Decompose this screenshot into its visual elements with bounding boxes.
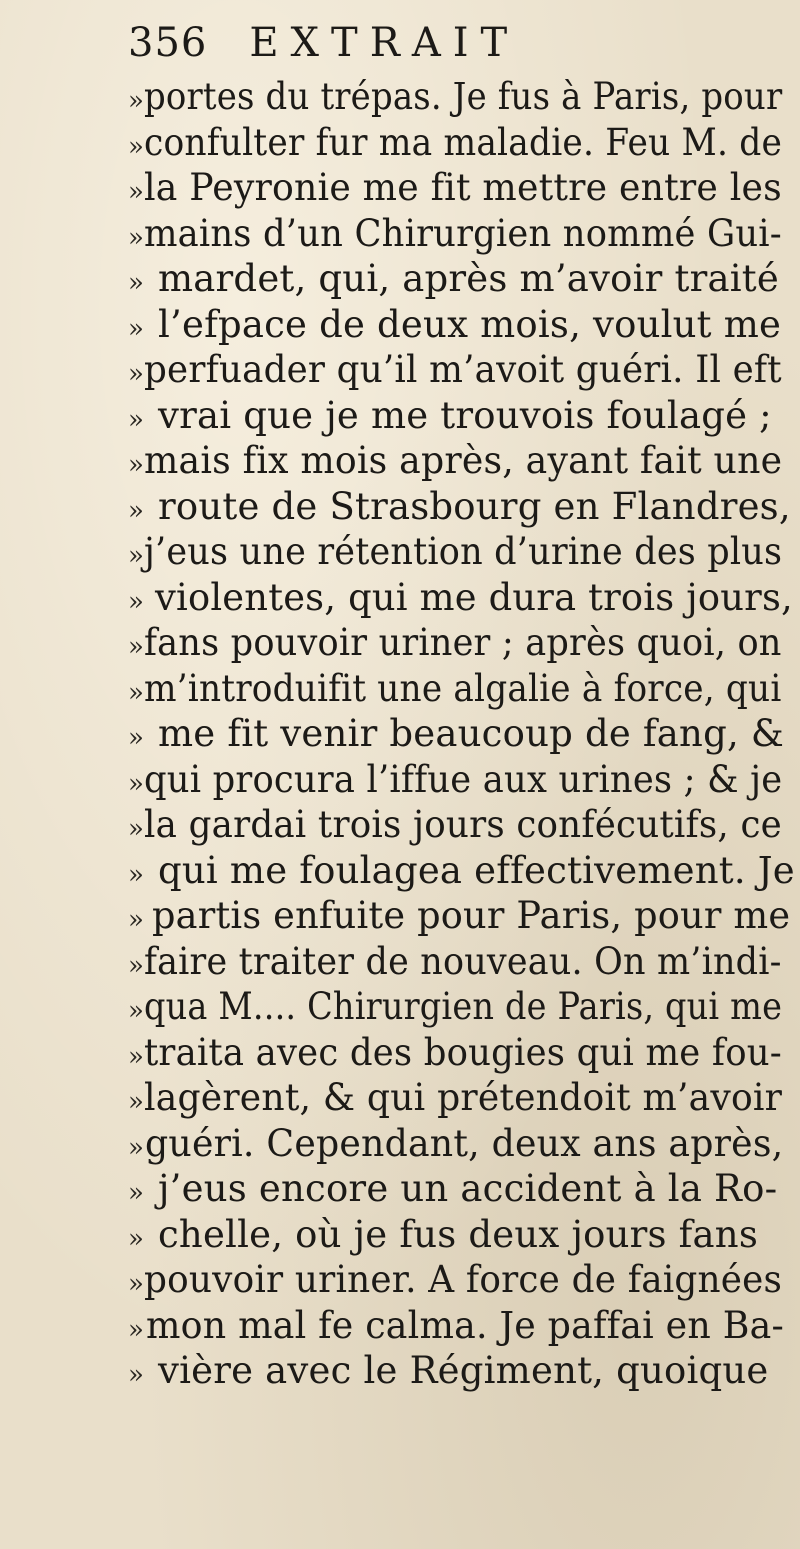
quotation-mark: » <box>128 86 144 116</box>
line-text: fans pouvoir uriner ; après quoi, on <box>143 621 782 664</box>
text-line <box>128 620 796 666</box>
quotation-mark: » <box>128 1178 144 1208</box>
quotation-mark: » <box>128 996 144 1026</box>
line-text: m’introduifit une algalie à force, qui <box>143 666 782 710</box>
quotation-mark: » <box>128 359 144 389</box>
text-line <box>128 120 796 166</box>
text-line <box>128 1166 796 1212</box>
line-text: route de Strasbourg en Flandres, <box>158 484 791 528</box>
quotation-mark: » <box>128 313 144 344</box>
page-number: 356 <box>128 20 208 66</box>
text-line <box>128 666 796 712</box>
text-line <box>128 1121 796 1167</box>
quotation-mark: » <box>128 859 144 890</box>
line-text: l’efpace de deux mois, voulut me <box>158 302 782 346</box>
text-line <box>128 165 796 211</box>
text-line <box>128 393 796 439</box>
quotation-mark: » <box>128 950 144 981</box>
text-line <box>128 575 796 621</box>
line-text: mais fix mois après, ayant fait une <box>144 439 783 482</box>
text-line <box>128 893 796 939</box>
line-text: partis enfuite pour Paris, pour me <box>151 894 791 937</box>
line-text: j’eus encore un accident à la Ro- <box>158 1167 778 1210</box>
quotation-mark: » <box>128 723 144 753</box>
quotation-mark: » <box>128 905 144 935</box>
quotation-mark: » <box>128 541 144 571</box>
line-text: vrai que je me trouvois foulagé ; <box>158 393 772 437</box>
line-text: qui procura l’iffue aux urines ; & je <box>143 757 783 801</box>
line-text: faire traiter de nouveau. On m’indi- <box>143 939 782 983</box>
body-text <box>128 74 796 1394</box>
text-line <box>128 1257 796 1303</box>
quotation-mark: » <box>128 131 144 162</box>
quotation-mark: » <box>128 586 144 617</box>
quotation-mark: » <box>128 1314 144 1345</box>
text-line <box>128 757 796 803</box>
line-text: la Peyronie me fit mettre entre les <box>144 166 783 209</box>
text-line <box>128 74 796 120</box>
running-head: EXTRAIT <box>249 20 520 66</box>
quotation-mark: » <box>128 1269 144 1299</box>
quotation-mark: » <box>128 1087 144 1117</box>
quotation-mark: » <box>128 177 144 207</box>
text-line <box>128 1075 796 1121</box>
text-line <box>128 984 796 1030</box>
text-line <box>128 939 796 985</box>
line-text: traita avec des bougies qui me fou- <box>143 1030 782 1074</box>
line-text: portes du trépas. Je fus à Paris, pour <box>143 75 783 118</box>
line-text: qua M.... Chirurgien de Paris, qui me <box>143 985 783 1028</box>
line-text: pouvoir uriner. A force de faignées <box>143 1258 783 1301</box>
line-text: la gardai trois jours confécutifs, ce <box>143 803 782 846</box>
text-line <box>128 211 796 257</box>
quotation-mark: » <box>128 632 144 662</box>
quotation-mark: » <box>128 677 144 708</box>
quotation-mark: » <box>128 404 144 435</box>
line-text: lagèrent, & qui prétendoit m’avoir <box>143 1076 783 1119</box>
line-text: vière avec le Régiment, quoique <box>158 1349 769 1392</box>
text-line <box>128 256 796 302</box>
text-line <box>128 802 796 848</box>
line-text: mains d’un Chirurgien nommé Gui- <box>143 211 782 255</box>
line-text: qui me foulagea effectivement. Je <box>158 848 795 892</box>
text-line <box>128 1303 796 1349</box>
text-line <box>128 711 796 757</box>
page-header <box>128 20 519 70</box>
text-line <box>128 848 796 894</box>
text-line <box>128 438 796 484</box>
quotation-mark: » <box>128 814 144 844</box>
line-text: chelle, où je fus deux jours fans <box>158 1212 759 1256</box>
line-text: confulter fur ma maladie. Feu M. de <box>143 120 783 164</box>
text-line <box>128 347 796 393</box>
quotation-mark: » <box>128 768 144 799</box>
line-text: guéri. Cependant, deux ans après, <box>144 1121 783 1165</box>
line-text: mardet, qui, après m’avoir traité <box>158 257 779 300</box>
text-line <box>128 1212 796 1258</box>
text-line <box>128 484 796 530</box>
text-line <box>128 1348 796 1394</box>
line-text: me fit venir beaucoup de fang, & <box>158 712 785 755</box>
text-line <box>128 302 796 348</box>
quotation-mark: » <box>128 1041 144 1072</box>
text-line <box>128 1030 796 1076</box>
quotation-mark: » <box>128 268 144 298</box>
quotation-mark: » <box>128 450 144 480</box>
quotation-mark: » <box>128 1360 144 1390</box>
quotation-mark: » <box>128 222 144 253</box>
line-text: perfuader qu’il m’avoit guéri. Il eft <box>143 348 782 391</box>
line-text: mon mal fe calma. Je paffai en Ba- <box>146 1303 785 1347</box>
line-text: j’eus une rétention d’urine des plus <box>143 530 783 573</box>
quotation-mark: » <box>128 1223 144 1254</box>
line-text: violentes, qui me dura trois jours, <box>154 575 793 619</box>
text-line <box>128 529 796 575</box>
quotation-mark: » <box>128 1132 144 1163</box>
quotation-mark: » <box>128 495 144 526</box>
